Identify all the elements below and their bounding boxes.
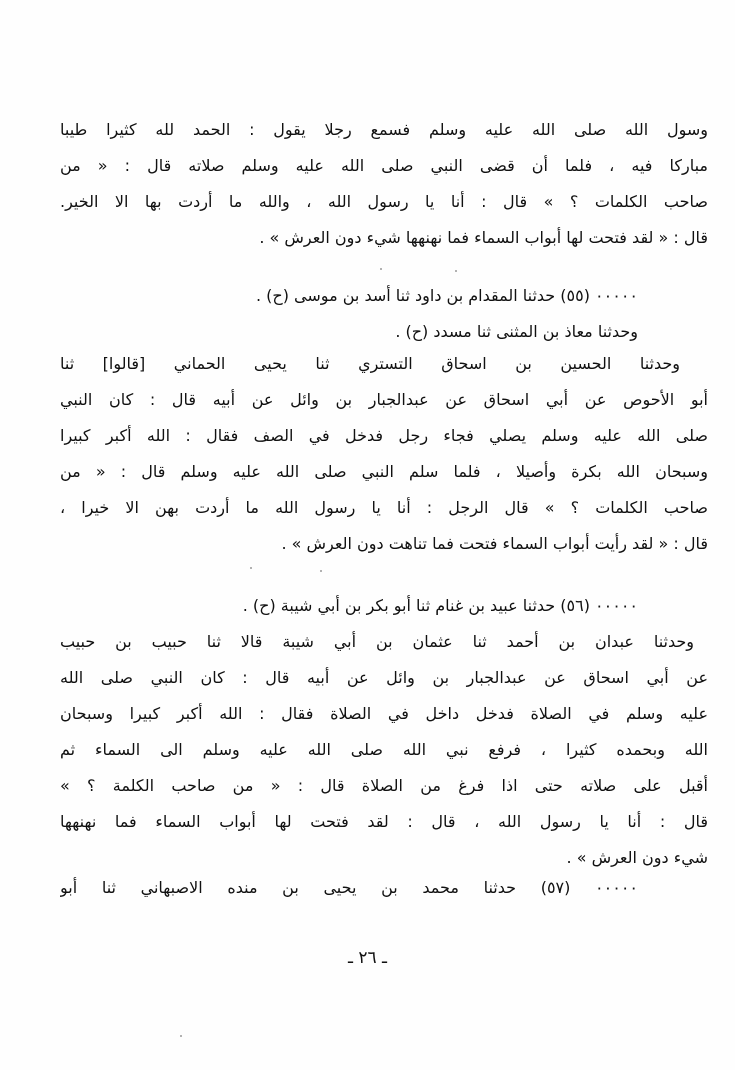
paragraph-hadith-55-isnad [60, 278, 708, 350]
text-line: وحدثنا معاذ بن المثنى ثنا مسدد (ح) . [395, 322, 638, 341]
text-line: وحدثنا عبدان بن أحمد ثنا عثمان بن أبي شيبة قالا ثنا حبيب بن حبيب [60, 632, 694, 651]
page-number: ـ ٢٦ ـ [347, 948, 388, 968]
text-line: صاحب الكلمات ؟ » قال : أنا يا رسول الله ، والله ما أردت بها الا الخير. [60, 192, 708, 211]
text-line: أقبل على صلاته حتى اذا فرغ من الصلاة قال : « من صاحب الكلمة ؟ » [60, 776, 708, 795]
text-line: قال : أنا يا رسول الله ، قال : لقد فتحت لها أبواب السماء فما نهنهها [60, 812, 708, 831]
text-line: مباركا فيه ، فلما أن قضى النبي صلى الله عليه وسلم صلاته قال : « من [60, 156, 708, 175]
text-line: ٠٠٠٠٠ (٥٦) حدثنا عبيد بن غنام ثنا أبو بكر بن أبي شيبة (ح) . [242, 596, 638, 615]
text-line: عليه وسلم في الصلاة فدخل داخل في الصلاة فقال : الله أكبر كبيرا وسبحان [60, 704, 708, 723]
scan-speck [320, 570, 322, 572]
scan-speck [250, 567, 252, 569]
text-line: وسول الله صلى الله عليه وسلم فسمع رجلا يقول : الحمد لله كثيرا طيبا [60, 120, 708, 139]
text-line: عن أبي اسحاق عن عبدالجبار بن وائل عن أبيه قال : كان النبي صلى الله [60, 668, 708, 687]
text-line: صلى الله عليه وسلم يصلي فجاء رجل فدخل في الصف فقال : الله أكبر كبيرا [60, 426, 708, 445]
text-line: وحدثنا الحسين بن اسحاق التستري ثنا يحيى الحماني [قالوا] ثنا [60, 354, 680, 373]
text-line: صاحب الكلمات ؟ » قال الرجل : أنا يا رسول الله ما أردت بهن الا خيرا ، [60, 498, 708, 517]
text-line: وسبحان الله بكرة وأصيلا ، فلما سلم النبي صلى الله عليه وسلم قال : « من [60, 462, 708, 481]
paragraph-hadith-54-ending [60, 112, 708, 256]
text-line: قال : « لقد رأيت أبواب السماء فتحت فما تناهت دون العرش » . [281, 534, 708, 553]
paragraph-hadith-55-text [60, 346, 708, 562]
text-line: ٠٠٠٠٠ (٥٧) حدثنا محمد بن يحيى بن منده الاصبهاني ثنا أبو [60, 878, 638, 897]
scan-speck [180, 1035, 182, 1037]
text-line: قال : « لقد فتحت لها أبواب السماء فما نهنهها شيء دون العرش » . [259, 228, 708, 247]
text-line: شيء دون العرش » . [566, 848, 708, 867]
scan-speck [380, 268, 382, 270]
scan-speck [455, 270, 457, 272]
text-line: ٠٠٠٠٠ (٥٥) حدثنا المقدام بن داود ثنا أسد بن موسى (ح) . [255, 286, 638, 305]
text-line: أبو الأحوص عن أبي اسحاق عن عبدالجبار بن وائل عن أبيه قال : كان النبي [60, 390, 708, 409]
paragraph-hadith-57-start [60, 870, 708, 906]
paragraph-hadith-56 [60, 588, 708, 876]
text-line: الله وبحمده كثيرا ، فرفع نبي الله صلى الله عليه وسلم الى السماء ثم [60, 740, 708, 759]
